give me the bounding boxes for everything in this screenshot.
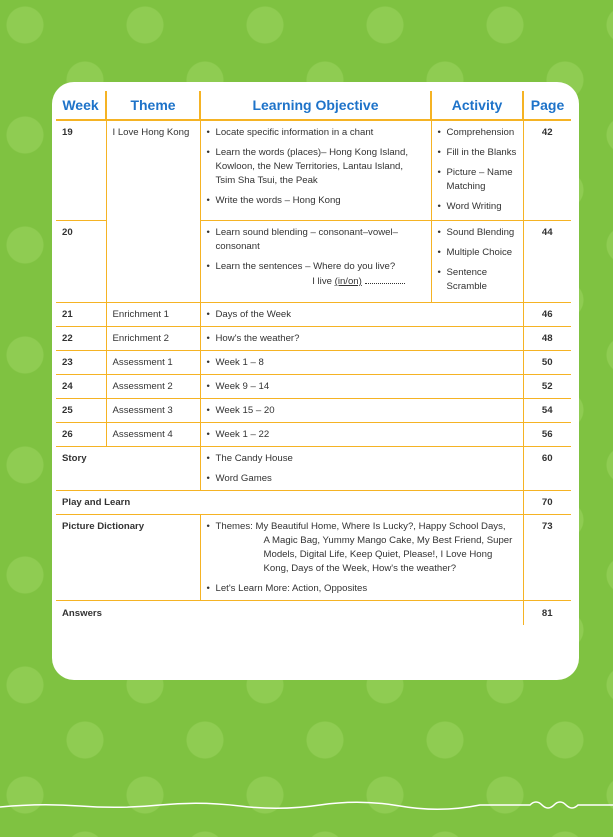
page-number: 70 <box>523 491 571 515</box>
page-number: 54 <box>523 399 571 423</box>
page-number: 44 <box>523 221 571 303</box>
objective-item: • Let's Learn More: Action, Opposites <box>207 582 517 596</box>
header-learning-objective: Learning Objective <box>200 91 431 120</box>
page-number: 81 <box>523 601 571 626</box>
theme-cell: Enrichment 2 <box>106 327 200 351</box>
table-row-week-23 <box>56 351 571 375</box>
objective-cell <box>200 515 523 601</box>
activity-item: • Word Writing <box>438 200 517 214</box>
table-row-week-26 <box>56 423 571 447</box>
page-number: 56 <box>523 423 571 447</box>
objective-item: • Week 1 – 8 <box>207 356 517 370</box>
table-row-week-22 <box>56 327 571 351</box>
week-number: 24 <box>56 375 106 399</box>
sentence-line <box>216 274 425 289</box>
activity-item: • Multiple Choice <box>438 246 517 260</box>
page-number: 50 <box>523 351 571 375</box>
objective-item: • Days of the Week <box>207 308 517 322</box>
objective-cell <box>200 447 523 491</box>
activity-item: • Comprehension <box>438 126 517 140</box>
header-theme: Theme <box>106 91 200 120</box>
table-row-week-24 <box>56 375 571 399</box>
week-number: 26 <box>56 423 106 447</box>
objective-cell <box>200 375 523 399</box>
objective-cell <box>200 399 523 423</box>
header-activity: Activity <box>431 91 523 120</box>
objective-item: • Week 9 – 14 <box>207 380 517 394</box>
activity-item: • Sound Blending <box>438 226 517 240</box>
activity-item: • Picture – Name Matching <box>438 166 517 194</box>
week-number: 21 <box>56 303 106 327</box>
page-number: 42 <box>523 120 571 221</box>
section-label: Play and Learn <box>56 491 523 515</box>
objective-cell <box>200 327 523 351</box>
objective-item <box>207 520 517 576</box>
section-label: Picture Dictionary <box>56 515 200 601</box>
themes-continued: A Magic Bag, Yummy Mango Cake, My Best Friend, Super Models, Digital Life, Keep Quiet, Please!, I Love Hong Kong, Days of the Week, How's the weather? <box>263 535 513 574</box>
contents-table <box>56 91 571 625</box>
table-row-week-25 <box>56 399 571 423</box>
theme-cell: I Love Hong Kong <box>106 120 200 303</box>
theme-cell: Assessment 2 <box>106 375 200 399</box>
week-number: 19 <box>56 120 106 221</box>
objective-item <box>207 260 425 289</box>
page-number: 46 <box>523 303 571 327</box>
section-label: Story <box>56 447 200 491</box>
table-row-week-21 <box>56 303 571 327</box>
objective-item: • Week 15 – 20 <box>207 404 517 418</box>
contents-card <box>52 82 579 680</box>
page-number: 60 <box>523 447 571 491</box>
table-row-play-and-learn <box>56 491 571 515</box>
week-number: 20 <box>56 221 106 303</box>
objective-cell <box>200 221 431 303</box>
objective-cell <box>200 120 431 221</box>
table-row-story <box>56 447 571 491</box>
objective-cell <box>200 303 523 327</box>
objective-item: • How's the weather? <box>207 332 517 346</box>
activity-item: • Sentence Scramble <box>438 266 517 294</box>
themes-first-line: Themes: My Beautiful Home, Where Is Lucky?, Happy School Days, <box>215 521 506 532</box>
theme-cell: Assessment 4 <box>106 423 200 447</box>
objective-item: • Write the words – Hong Kong <box>207 194 425 208</box>
table-row-week-19 <box>56 120 571 221</box>
week-number: 25 <box>56 399 106 423</box>
answer-blank <box>365 274 405 284</box>
objective-item: • Locate specific information in a chant <box>207 126 425 140</box>
page-number: 48 <box>523 327 571 351</box>
theme-cell: Assessment 3 <box>106 399 200 423</box>
week-number: 22 <box>56 327 106 351</box>
page-number: 73 <box>523 515 571 601</box>
activity-item: • Fill in the Blanks <box>438 146 517 160</box>
objective-item: • Learn the words (places)– Hong Kong Island, Kowloon, the New Territories, Lantau Island, Tsim Sha Tsui, the Peak <box>207 146 425 188</box>
objective-cell <box>200 351 523 375</box>
objective-item: • Learn sound blending – consonant–vowel–consonant <box>207 226 425 254</box>
table-row-answers <box>56 601 571 626</box>
table-row-picture-dictionary <box>56 515 571 601</box>
section-label: Answers <box>56 601 523 626</box>
sentence-prefix: I live <box>312 276 332 287</box>
objective-item: • Word Games <box>207 472 517 486</box>
week-number: 23 <box>56 351 106 375</box>
objective-cell <box>200 423 523 447</box>
objective-sentence: Learn the sentences – Where do you live? <box>215 261 396 272</box>
activity-cell <box>431 120 523 221</box>
header-page: Page <box>523 91 571 120</box>
activity-cell <box>431 221 523 303</box>
page-number: 52 <box>523 375 571 399</box>
objective-item: • Week 1 – 22 <box>207 428 517 442</box>
header-row <box>56 91 571 120</box>
sentence-choice: (in/on) <box>334 276 362 287</box>
bottom-wave-decoration <box>0 799 613 813</box>
theme-cell: Enrichment 1 <box>106 303 200 327</box>
header-week: Week <box>56 91 106 120</box>
objective-item: • The Candy House <box>207 452 517 466</box>
theme-cell: Assessment 1 <box>106 351 200 375</box>
